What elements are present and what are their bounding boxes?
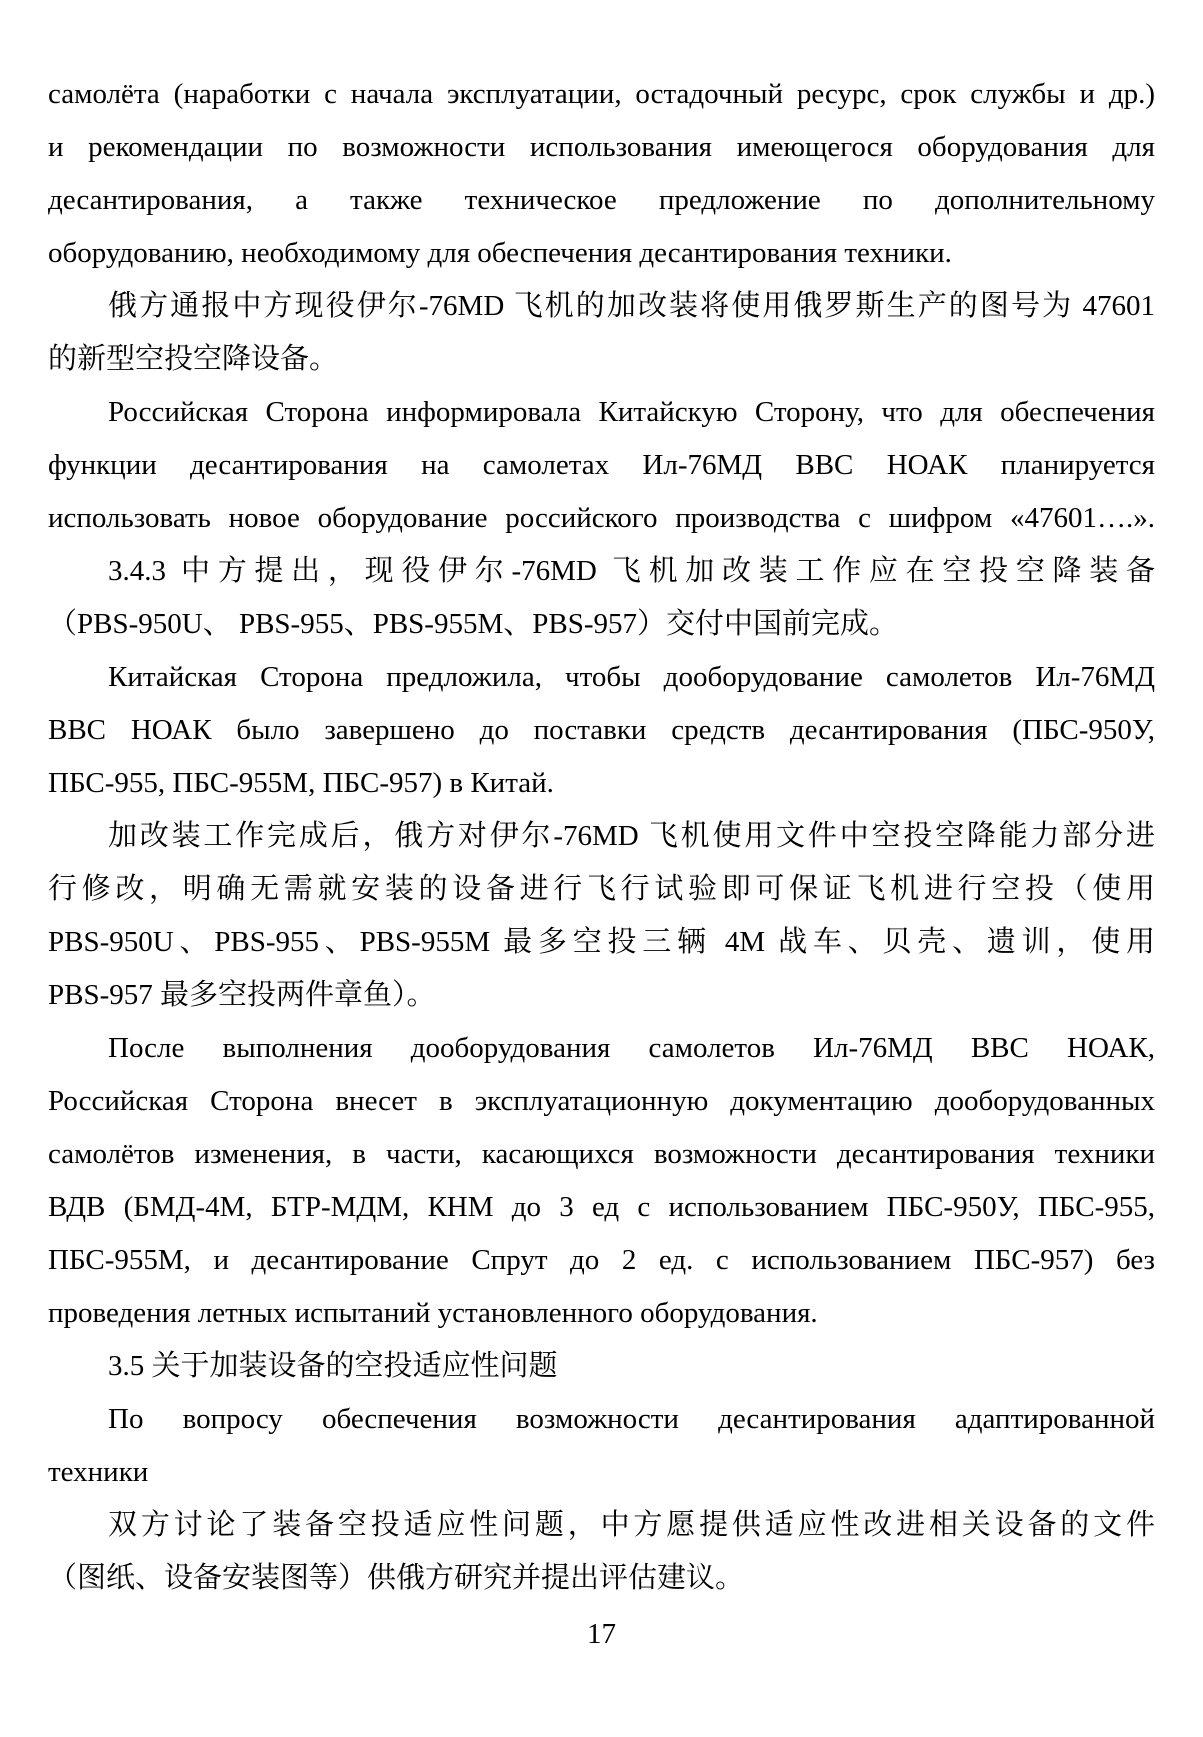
text-line: самолёта (наработки с начала эксплуатации, остадочный ресурс, срок службы и др.) <box>48 78 1155 110</box>
text-line: ВДВ (БМД-4М, БТР-МДМ, КНМ до 3 ед с использованием ПБС-950У, ПБС-955, <box>48 1191 1155 1223</box>
paragraph <box>48 1022 1155 1340</box>
text-line: Российская Сторона внесет в эксплуатационную документацию дооборудованных <box>48 1085 1155 1117</box>
text-line: проведения летных испытаний установленного оборудования. <box>48 1297 818 1329</box>
section-heading-line: 3.5 关于加装设备的空投适应性问题 <box>108 1350 558 1382</box>
text-line: После выполнения дооборудования самолетов Ил-76МД ВВС НОАК, <box>108 1032 1155 1064</box>
paragraph <box>48 1393 1155 1499</box>
text-line: PBS-957 最多空投两件章鱼）。 <box>48 979 436 1011</box>
text-line: ПБС-955М, и десантирование Спрут до 2 ед. с использованием ПБС-957) без <box>48 1244 1155 1276</box>
text-line: самолётов изменения, в части, касающихся возможности десантирования техники <box>48 1138 1155 1170</box>
paragraph <box>48 386 1155 545</box>
paragraph <box>48 545 1155 651</box>
text-line: ВВС НОАК было завершено до поставки средств десантирования (ПБС-950У, <box>48 714 1155 746</box>
page-number: 17 <box>587 1618 616 1650</box>
text-line: 俄方通报中方现役伊尔-76MD 飞机的加改装将使用俄罗斯生产的图号为 47601 <box>108 290 1155 322</box>
text-line: 加改装工作完成后，俄方对伊尔-76MD 飞机使用文件中空投空降能力部分进 <box>108 820 1155 852</box>
paragraph <box>48 280 1155 386</box>
text-line: оборудованию, необходимому для обеспечения десантирования техники. <box>48 237 952 269</box>
page-footer <box>0 1612 1203 1656</box>
document-content <box>48 68 1155 1605</box>
text-line: По вопросу обеспечения возможности десантирования адаптированной <box>108 1403 1155 1435</box>
paragraph <box>48 1499 1155 1605</box>
text-line: PBS-950U、PBS-955、PBS-955M 最多空投三辆 4M 战车、贝壳、遗训，使用 <box>48 926 1155 958</box>
text-line: 的新型空投空降设备。 <box>48 343 339 375</box>
text-line: и рекомендации по возможности использования имеющегося оборудования для <box>48 131 1155 163</box>
text-line: использовать новое оборудование российского производства с шифром «47601….». <box>48 502 1155 534</box>
text-line: Российская Сторона информировала Китайскую Сторону, что для обеспечения <box>108 396 1155 428</box>
paragraph <box>48 810 1155 1022</box>
text-line: ПБС-955, ПБС-955М, ПБС-957) в Китай. <box>48 767 554 799</box>
text-line: десантирования, а также техническое предложение по дополнительному <box>48 184 1155 216</box>
text-line: 3.4.3 中方提出，现役伊尔-76MD 飞机加改装工作应在空投空降装备 <box>108 555 1155 587</box>
paragraph <box>48 1340 1155 1393</box>
text-line: 行修改，明确无需就安装的设备进行飞行试验即可保证飞机进行空投（使用 <box>48 873 1155 905</box>
text-line: Китайская Сторона предложила, чтобы дооборудование самолетов Ил-76МД <box>108 661 1155 693</box>
paragraph <box>48 651 1155 810</box>
text-line: （图纸、设备安装图等）供俄方研究并提出评估建议。 <box>48 1562 745 1594</box>
paragraph <box>48 68 1155 280</box>
text-line: （PBS-950U、 PBS-955、PBS-955M、PBS-957）交付中国前完成。 <box>48 608 899 640</box>
text-line: функции десантирования на самолетах Ил-76МД ВВС НОАК планируется <box>48 449 1155 481</box>
text-line: техники <box>48 1456 149 1488</box>
text-line: 双方讨论了装备空投适应性问题，中方愿提供适应性改进相关设备的文件 <box>108 1509 1155 1541</box>
